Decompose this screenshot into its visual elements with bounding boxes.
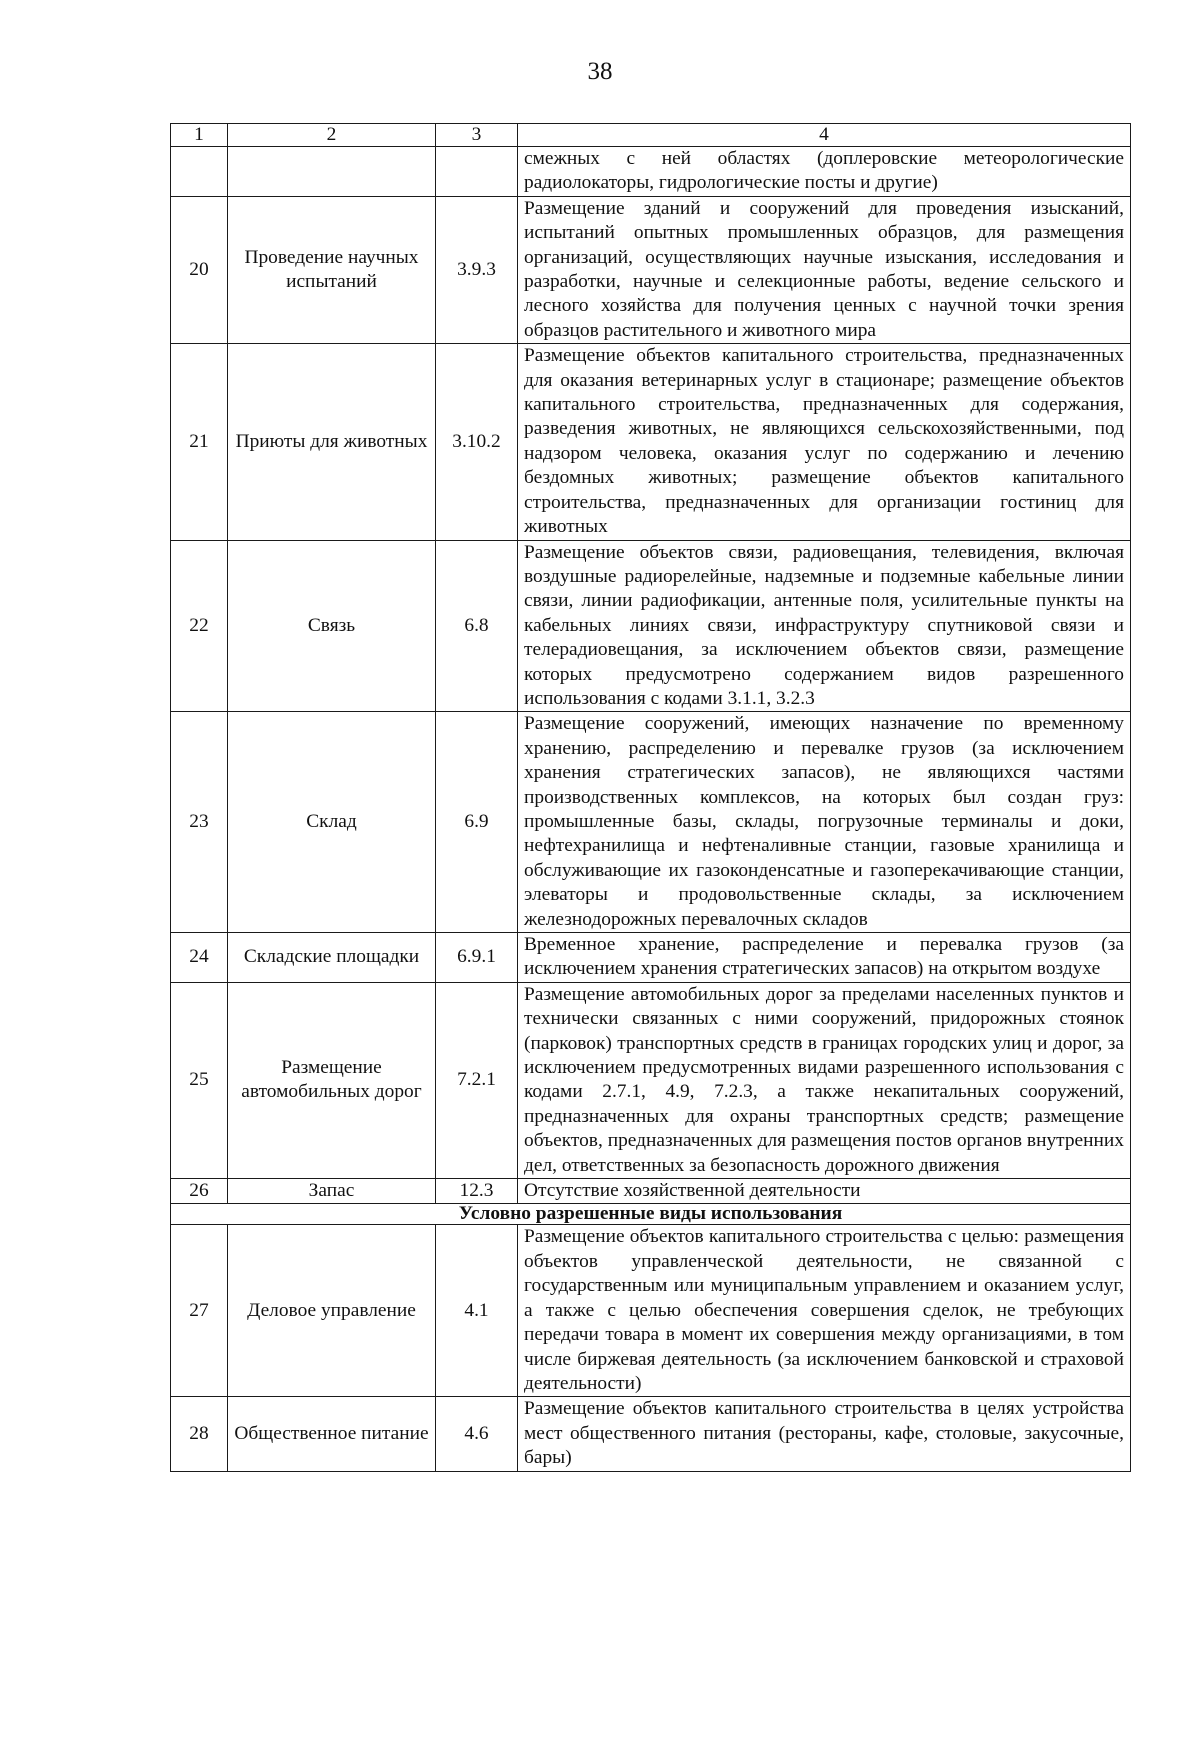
table-row (171, 712, 1131, 933)
use-type-name: Складские площадки (228, 933, 436, 983)
use-type-name: Размещение автомобильных дорог (228, 982, 436, 1178)
use-code: 4.6 (436, 1397, 518, 1471)
table-row (171, 1179, 1131, 1204)
row-number: 21 (171, 344, 228, 540)
row-number: 23 (171, 712, 228, 933)
page-number: 38 (587, 58, 613, 85)
row-number: 27 (171, 1225, 228, 1397)
use-type-name (228, 147, 436, 197)
use-type-name: Приюты для животных (228, 344, 436, 540)
table-row (171, 1397, 1131, 1471)
use-code (436, 147, 518, 197)
use-code: 6.9 (436, 712, 518, 933)
section-title: Условно разрешенные виды использования (171, 1204, 1131, 1225)
use-code: 4.1 (436, 1225, 518, 1397)
header-cell-1: 1 (171, 124, 228, 147)
table-row (171, 540, 1131, 712)
table-row (171, 982, 1131, 1178)
use-description: Размещение автомобильных дорог за пределами населенных пунктов и технически связанных с ними сооружений, придорожных стоянок (парковок) транспортных средств в границах городских улиц и дорог, за исключением предусмотренных видами разрешенного использования с кодами 2.7.1, 4.9, 7.2.3, а также некапитальных сооружений, предназначенных для охраны транспортных средств; размещение объектов, предназначенных для размещения постов органов внутренних дел, ответственных за безопасность дорожного движения (518, 982, 1131, 1178)
use-type-name: Склад (228, 712, 436, 933)
table-row (171, 196, 1131, 343)
use-type-name: Проведение научных испытаний (228, 196, 436, 343)
header-cell-4: 4 (518, 124, 1131, 147)
use-code: 12.3 (436, 1179, 518, 1204)
header-cell-3: 3 (436, 124, 518, 147)
use-description: Размещение сооружений, имеющих назначение по временному хранению, распределению и перевалке грузов (за исключением хранения стратегических запасов), не являющихся частями производственных комплексов, на которых был создан груз: промышленные базы, склады, погрузочные терминалы и доки, нефтехранилища и нефтеналивные станции, газовые хранилища и обслуживающие их газоконденсатные и газоперекачивающие станции, элеваторы и продовольственные склады, за исключением железнодорожных перевалочных складов (518, 712, 1131, 933)
row-number (171, 147, 228, 197)
row-number: 24 (171, 933, 228, 983)
use-description: Временное хранение, распределение и перевалка грузов (за исключением хранения стратегических запасов) на открытом воздухе (518, 933, 1131, 983)
table-row (171, 147, 1131, 197)
table-row (171, 933, 1131, 983)
use-type-name: Запас (228, 1179, 436, 1204)
use-description: смежных с ней областях (доплеровские метеорологические радиолокаторы, гидрологические посты и другие) (518, 147, 1131, 197)
use-description: Размещение объектов капитального строительства в целях устройства мест общественного питания (рестораны, кафе, столовые, закусочные, бары) (518, 1397, 1131, 1471)
use-code: 3.9.3 (436, 196, 518, 343)
table-row (171, 1225, 1131, 1397)
row-number: 20 (171, 196, 228, 343)
use-description: Отсутствие хозяйственной деятельности (518, 1179, 1131, 1204)
use-type-name: Деловое управление (228, 1225, 436, 1397)
section-header-row (171, 1204, 1131, 1225)
row-number: 22 (171, 540, 228, 712)
land-use-table (170, 123, 1131, 1472)
row-number: 26 (171, 1179, 228, 1204)
use-type-name: Связь (228, 540, 436, 712)
row-number: 28 (171, 1397, 228, 1471)
header-row (171, 124, 1131, 147)
use-type-name: Общественное питание (228, 1397, 436, 1471)
header-cell-2: 2 (228, 124, 436, 147)
use-description: Размещение зданий и сооружений для проведения изысканий, испытаний опытных промышленных образцов, для размещения организаций, осуществляющих научные изыскания, исследования и разработки, научные и селекционные работы, ведение сельского и лесного хозяйства для получения ценных с научной точки зрения образцов растительного и животного мира (518, 196, 1131, 343)
use-code: 6.9.1 (436, 933, 518, 983)
use-code: 6.8 (436, 540, 518, 712)
use-description: Размещение объектов связи, радиовещания, телевидения, включая воздушные радиорелейные, надземные и подземные кабельные линии связи, линии радиофикации, антенные поля, усилительные пункты на кабельных линиях связи, инфраструктуру спутниковой связи и телерадиовещания, за исключением объектов связи, размещение которых предусмотрено содержанием видов разрешенного использования с кодами 3.1.1, 3.2.3 (518, 540, 1131, 712)
use-code: 7.2.1 (436, 982, 518, 1178)
use-description: Размещение объектов капитального строительства, предназначенных для оказания ветеринарных услуг в стационаре; размещение объектов капитального строительства, предназначенных для содержания, разведения животных, не являющихся сельскохозяйственными, под надзором человека, оказания услуг по содержанию и лечению бездомных животных; размещение объектов капитального строительства, предназначенных для организации гостиниц для животных (518, 344, 1131, 540)
table-row (171, 344, 1131, 540)
use-description: Размещение объектов капитального строительства с целью: размещения объектов управленческой деятельности, не связанной с государственным или муниципальным управлением и оказанием услуг, а также с целью обеспечения совершения сделок, не требующих передачи товара в момент их совершения между организациями, в том числе биржевая деятельность (за исключением банковской и страховой деятельности) (518, 1225, 1131, 1397)
use-code: 3.10.2 (436, 344, 518, 540)
row-number: 25 (171, 982, 228, 1178)
